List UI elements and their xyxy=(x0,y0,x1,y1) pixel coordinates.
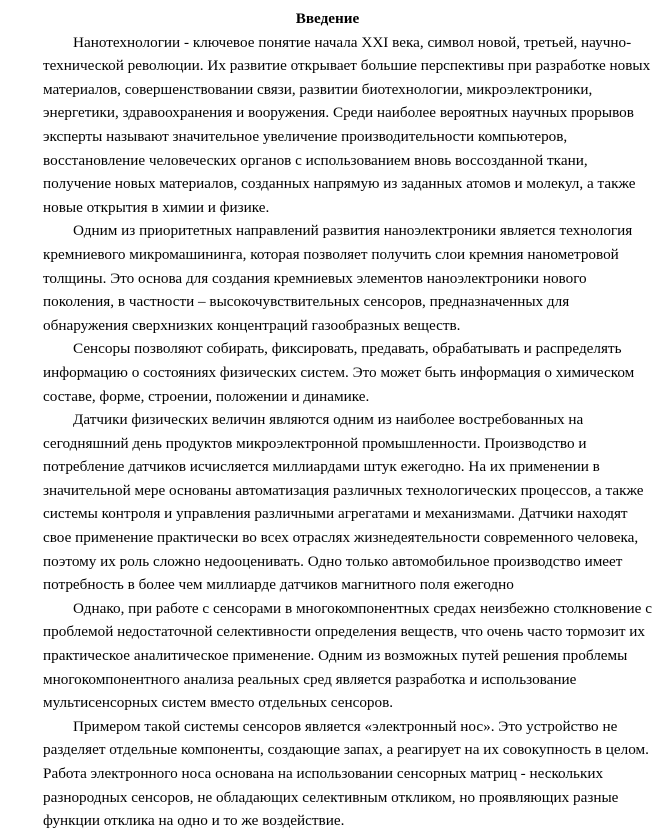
text-line: эксперты называют значительное увеличение производительности компьютеров, xyxy=(43,127,568,145)
text-line: информацию о состояниях физических систем. Это может быть информация о химическом xyxy=(43,363,635,381)
text-line: значительной мере основаны автоматизация различных технологических процессов, а также xyxy=(43,481,644,499)
paragraph xyxy=(43,597,652,715)
text-line: материалов, совершенствовании связи, развитии биотехнологии, микроэлектроники, xyxy=(43,80,593,98)
section-title: Введение xyxy=(295,10,360,27)
paragraph xyxy=(43,31,651,220)
text-line: разнородных сенсоров, не обладающих селективным откликом, но проявляющих разные xyxy=(43,788,619,806)
paragraph xyxy=(43,337,642,408)
text-line: Примером такой системы сенсоров является «электронный нос». Это устройство не xyxy=(73,717,618,735)
text-line: Датчики физических величин являются одним из наиболее востребованных на xyxy=(73,411,584,429)
text-line: Однако, при работе с сенсорами в многокомпонентных средах неизбежно столкновение с xyxy=(73,599,652,617)
text-line: Работа электронного носа основана на использовании сенсорных матриц - нескольких xyxy=(43,765,604,782)
text-line: Одним из приоритетных направлений развития наноэлектроники является технология xyxy=(73,222,633,240)
text-line: свое применение практически во всех отраслях жизнедеятельности современного человека, xyxy=(43,529,639,547)
text-line: кремниевого микромашининга, которая позволяет получить слои кремния нанометровой xyxy=(43,245,619,263)
text-line: поэтому их роль сложно недооценивать. Одно только автомобильное производство имеет xyxy=(43,552,623,570)
text-line: составе, форме, строении, положении и динамике. xyxy=(43,387,370,405)
text-line: мультисенсорных систем вместо отдельных сенсоров. xyxy=(43,694,394,712)
paragraph xyxy=(43,715,649,833)
text-line: многокомпонентного анализа реальных сред является разработка и использование xyxy=(43,670,577,688)
text-line: энергетики, здравоохранения и вооружения. Среди наиболее вероятных научных прорывов xyxy=(43,104,634,122)
text-line: проблемой недостаточной селективности определения веществ, что очень часто тормозит их xyxy=(43,623,646,641)
text-line: обнаружения сверхнизких концентраций газообразных веществ. xyxy=(43,316,461,334)
text-line: восстановление человеческих органов с использованием вновь воссозданной ткани, xyxy=(43,151,588,169)
text-line: Нанотехнологии - ключевое понятие начала XXI века, символ новой, третьей, научно- xyxy=(73,33,632,51)
paragraph xyxy=(43,408,642,597)
text-line: толщины. Это основа для создания кремниевых элементов наноэлектроники нового xyxy=(43,269,587,287)
text-line: Сенсоры позволяют собирать, фиксировать, предавать, обрабатывать и распределять xyxy=(73,340,622,358)
text-line: сегодняшний день продуктов микроэлектронной промышленности. Производство и xyxy=(43,434,587,452)
paragraph xyxy=(43,219,642,337)
text-line: системы контроля и управления различными агрегатами и механизмами. Датчики находят xyxy=(43,505,628,523)
text-line: потребление датчиков исчисляется миллиардами штук ежегодно. На их применении в xyxy=(43,458,600,476)
text-line: функции отклика на одно и то же воздействие. xyxy=(43,812,345,830)
text-line: поколения, в частности – высокочувствительных сенсоров, предназначенных для xyxy=(43,293,570,311)
text-line: разделяет отдельные компоненты, создающие запах, а реагирует на их совокупность в целом. xyxy=(43,741,649,759)
text-line: технической революции. Их развитие открывает большие перспективы при разработке новых xyxy=(43,57,651,75)
text-line: новые открытия в химии и физике. xyxy=(43,198,270,216)
text-line: получение новых материалов, созданных напрямую из заданных атомов и молекул, а также xyxy=(43,175,636,193)
text-line: потребность в более чем миллиарде датчиков магнитного поля ежегодно xyxy=(43,576,514,594)
text-line: практическое аналитическое применение. Одним из возможных путей решения проблемы xyxy=(43,647,628,665)
